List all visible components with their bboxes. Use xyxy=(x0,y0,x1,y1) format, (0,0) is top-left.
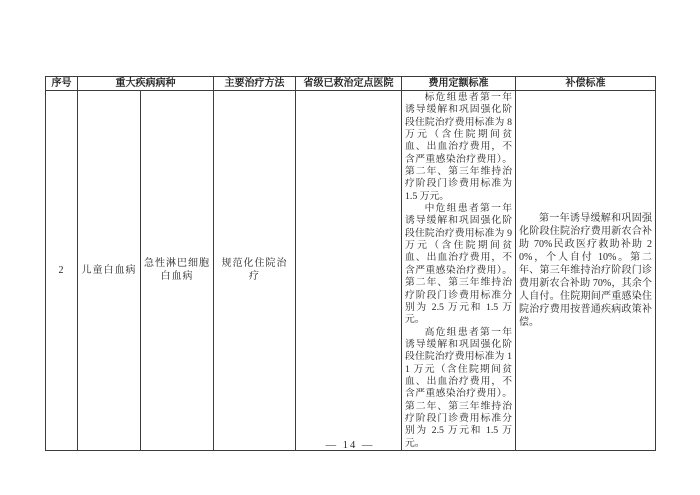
cell-cost-standard xyxy=(402,91,516,451)
header-hospital: 省级已救治定点医院 xyxy=(296,77,402,91)
header-disease: 重大疾病病种 xyxy=(78,77,214,91)
table-header-row xyxy=(46,77,656,91)
cell-disease-subtype: 急性淋巴细胞白血病 xyxy=(141,91,214,451)
disease-compensation-table xyxy=(45,76,656,451)
cell-compensation-standard xyxy=(516,91,656,451)
table-row xyxy=(46,91,656,451)
cost-paragraph-standard-risk: 标危组患者第一年诱导缓解和巩固强化阶段住院治疗费用标准为 8 万元（含住院期间贫血、出血治疗费用，不含严重感染治疗费用）。第二年、第三年维持治疗阶段门诊费用标准为 1.5 万元。 xyxy=(405,92,512,202)
cost-paragraph-high-risk: 高危组患者第一年诱导缓解和巩固强化阶段住院治疗费用标准为 11 万元（含住院期间贫血、出血治疗费用，不含严重感染治疗费用）。第二年、第三年维持治疗阶段门诊费用标准分别为 2.5 万元和 1.5 万元。 xyxy=(405,326,512,449)
cell-disease: 儿童白血病 xyxy=(78,91,141,451)
cell-index: 2 xyxy=(46,91,78,451)
header-cost-standard: 费用定额标准 xyxy=(402,77,516,91)
page-number: — 14 — xyxy=(325,440,375,451)
compensation-paragraph: 第一年诱导缓解和巩固强化阶段住院治疗费用新农合补助 70%民政医疗救助补助 20%，个人自付 10%。第二年、第三年维持治疗阶段门诊费用新农合补助 70%，其余个人自付。住院期间严重感染住院治疗费用按普通疾病政策补偿。 xyxy=(519,212,652,328)
header-compensation-standard: 补偿标准 xyxy=(516,77,656,91)
cost-paragraph-intermediate-risk: 中危组患者第一年诱导缓解和巩固强化阶段住院治疗费用标准为 9 万元（含住院期间贫血、出血治疗费用，不含严重感染治疗费用）。第二年、第三年维持治疗阶段门诊费用标准分别为 2.5 万元和 1.5 万元。 xyxy=(405,203,512,326)
cell-hospital xyxy=(296,91,402,451)
header-treatment: 主要治疗方法 xyxy=(214,77,296,91)
header-index: 序号 xyxy=(46,77,78,91)
cell-treatment: 规范化住院治疗 xyxy=(214,91,296,451)
